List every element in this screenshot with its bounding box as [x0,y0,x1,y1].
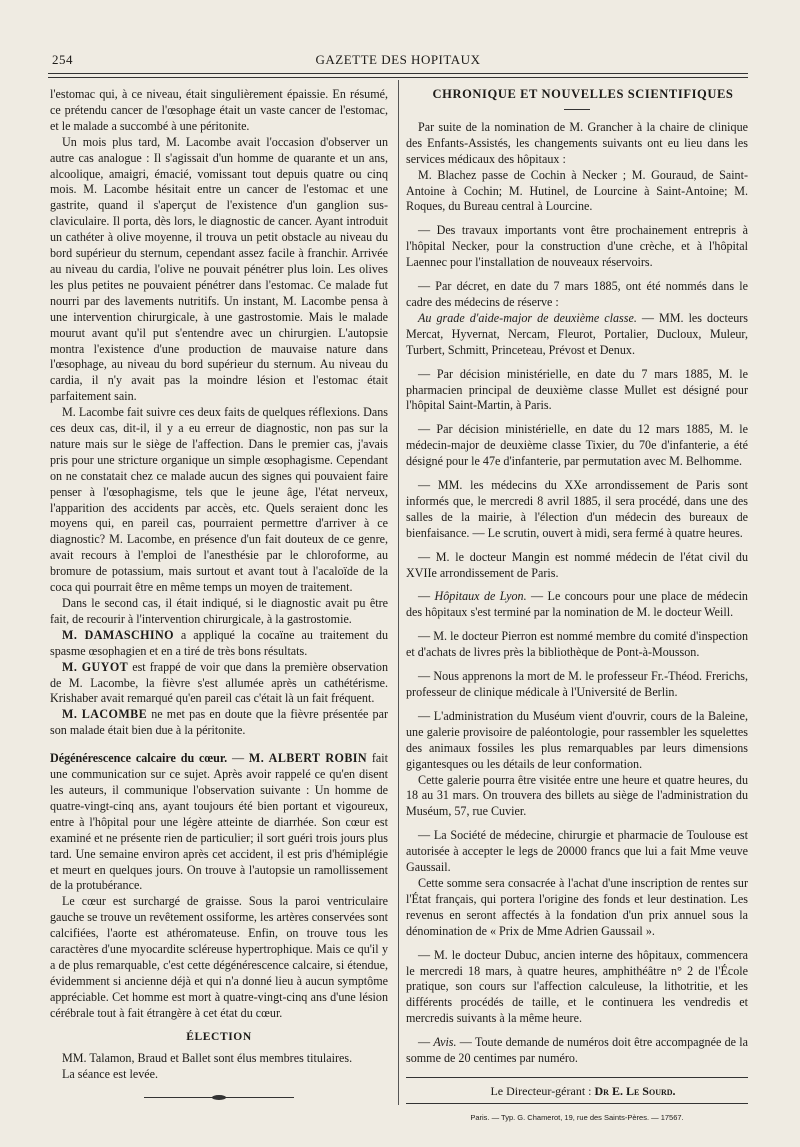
paragraph: l'estomac qui, à ce niveau, était singulièrement épaissie. En résumé, ce prétendu cancer de l'œsophage était un vaste cancer de l'estomac, et le malade a succombé à une péritonite. [50,87,388,133]
paragraph: — Par décision ministérielle, en date du 7 mars 1885, M. le pharmacien principal de deuxième classe Mullet est désigné pour l'hôpital Saint-Martin, à Paris. [406,366,748,413]
section-heading: Dégénérescence calcaire du cœur. [50,751,228,766]
right-column [406,87,748,1126]
paragraph [50,751,388,894]
paragraph: — L'administration du Muséum vient d'ouvrir, cours de la Baleine, une galerie provisoire de paléontologie, pour rassembler les squelettes des animaux fossiles les plus remarquables par leurs dimensions gigantesques ou les détails de leur conformation. [406,708,748,771]
signature [406,1084,748,1100]
paragraph: Un mois plus tard, M. Lacombe avait l'occasion d'observer un autre cas analogue : Il s'agissait d'un homme de quarante et un ans, alcoolique, amaigri, émacié, vomissant tout depuis quatre ou cinq mois. M. Lacombe hésitait entre un cancer de l'estomac et une gastrite, quand il s'aperçut de l'existence d'un ganglion sus-claviculaire. Il porta, dès lors, le diagnostic de cancer. Ayant introduit un cathéter à olive moyenne, il trouva un petit obstacle au niveau du bord supérieur du sternum, cependant assez facile à franchir. Arrivée au niveau du cardia, l'olive ne pouvait pénétrer plus loin. Les olives les plus petites ne pouvaient pénétrer dans l'estomac. Ce malade fut nourri par des lavements nutritifs. Un instant, M. Lacombe pensa à une intervention chirurgicale, à une gastrostomie. Mais le malade mourut avant qu'il put s'entendre avec un chirurgien. L'autopsie montra l'existence d'une production de mauvaise nature dans l'œsophage, au niveau du bord supérieur du sternum. Au niveau du cardia, il n'y avait pas la moindre lésion et l'estomac était parfaitement sain. [50,134,388,404]
paragraph [406,589,748,621]
paragraph: — M. le docteur Pierron est nommé membre du comité d'inspection et d'achats de livres près la bibliothèque de Pont-à-Mousson. [406,629,748,660]
paragraph-text: — Le concours pour une place de médecin des hôpitaux s'est terminé par la nomination de M. le docteur Weill. [406,589,748,620]
paragraph: — M. le docteur Dubuc, ancien interne des hôpitaux, commencera le mercredi 18 mars, à quatre heures, amphithéâtre n° 2 de l'École pratique, son cours sur l'affection calculeuse, la lithotritie, et les différents procédés de taille, et le continuera les vendredis et mercredis suivants à la même heure. [406,947,748,1026]
signature-label: Le Directeur-gérant : [490,1083,595,1098]
paragraph: — Par décision ministérielle, en date du 12 mars 1885, M. le médecin-major de deuxième classe Tixier, du 70e d'infanterie, a été désigné pour le 47e d'infanterie, par permutation avec M. Belhomme. [406,422,748,469]
paragraph: Cette somme sera consacrée à l'achat d'une inscription de rentes sur l'État français, qui portera l'origine des fonds et leur destination. Les revenus en seront affectés à la fondation d'un prix annuel sous la dénomination de « Prix de Mme Adrien Gaussail ». [406,875,748,938]
paragraph: M. Lacombe fait suivre ces deux faits de quelques réflexions. Dans ces deux cas, dit-il, il y a eu erreur de diagnostic, non pas sur la nature mais sur le siège de l'affection. Dans le premier cas, j'avais pris pour une stricture organique un simple œsophagisme. Cependant on ne constatait chez ce malade aucun des signes qui pouvaient faire penser à l'œsophagisme, tels que le jeune âge, l'état nerveux, l'apparition des accidents par accès, etc. Quels seraient donc les moyens qui, en pareil cas, pourraient permettre d'arriver à ce diagnostic? M. Lacombe, en présence d'un fait douteux de ce genre, avait recours à l'emploi de l'anesthésie par le chloroforme, au bromure de potassium, mais surtout et avant tout à l'acaloïde de la coca qui pourrait être en même temps un moyen de traitement. [50,405,388,595]
paragraph: — MM. les médecins du XXe arrondissement de Paris sont informés que, le mercredi 8 avril 1885, il sera procédé, dans une des salles de la mairie, à l'élection d'un médecin des bureaux de bienfaisance. — Le scrutin, ouvert à midi, sera fermé à quatre heures. [406,478,748,540]
paragraph: Le cœur est surchargé de graisse. Sous la paroi ventriculaire gauche se trouve un revêtement ossiforme, les artères conservées sont calcifiées, l'aorte est athéromateuse. Enfin, on trouve tous les caractères d'une myocardite scléreuse hypertrophique. Mais ce qu'il y a de plus remarquable, c'est cette dégénérescence calcaire, si étendue, évidemment si ancienne déjà et qui n'a donné lieu à aucun symptôme appréciable. Cet homme est mort à quatre-vingt-cinq ans d'une lésion cérébrale tout à fait étrangère à cet état du cœur. [50,894,388,1020]
election-heading: ÉLECTION [186,1030,252,1043]
paragraph: — Nous apprenons la mort de M. le professeur Fr.-Théod. Frerichs, professeur de clinique médicale à l'Université de Berlin. [406,669,748,699]
paragraph [50,707,388,739]
speaker-name: M. DAMASCHINO [62,627,174,642]
paragraph-text: fait une communication sur ce sujet. Après avoir rappelé ce qu'en disent les auteurs, il communique l'observation suivante : Un homme de quatre-vingt-cinq ans, ayant toujours été bien portant et vigoureux, entre à l'hôpital pour une légère atteinte de diarrhée. Son cœur est examiné et ne présente rien de particulier; il sort guéri trois jours plus tard. Une semaine environ après cet accident, il est pris d'hémiplégie et meurt en quelques jours. On trouve à l'autopsie un ramollissement de la protubérance. [50,751,389,893]
end-ornament [144,1097,294,1098]
italic-phrase: Avis. [433,1035,457,1050]
signature-name: Dr E. Le Sourd. [594,1083,676,1098]
left-column [50,87,388,1098]
italic-phrase: Au grade d'aide-major de deuxième classe. [418,310,637,325]
section-title: CHRONIQUE ET NOUVELLES SCIENTIFIQUES [432,87,734,101]
italic-phrase: Hôpitaux de Lyon. [434,589,527,604]
speaker-name: M. ALBERT ROBIN [248,751,368,766]
printer-rule [406,1103,748,1104]
dash: — [418,589,435,604]
header-rule-thin [48,77,748,78]
title-rule [564,109,590,110]
paragraph: M. Blachez passe de Cochin à Necker ; M. Gouraud, de Saint-Antoine à Cochin; M. Hutinel, de Lourcine à Saint-Antoine; M. Roques, du Bureau central à Lourcine. [406,167,748,214]
header-rule-thick [48,73,748,74]
paragraph-text: est frappé de voir que dans la première observation de M. Lacombe, la fièvre s'est allumée après un cathétérisme. Krishaber avait remarqué qu'en pareil cas c'était là un fait fréquent. [50,659,388,706]
dash: — [418,1035,434,1050]
paragraph-text: — MM. les docteurs Mercat, Hyvernat, Nercam, Fleurot, Portalier, Ducloux, Muleur, Turbert, Schmitt, Princeteau, Prévost et Denux. [406,310,749,357]
paragraph: Dans le second cas, il était indiqué, si le diagnostic avait pu être fait, de recourir à l'intervention chirurgicale, à la gastrostomie. [50,596,388,626]
paragraph-text: a appliqué la cocaïne au traitement du spasme œsophagien et en a tiré de très bons résultats. [50,627,388,658]
paragraph: Par suite de la nomination de M. Grancher à la chaire de clinique des Enfants-Assistés, les changements suivants ont eu lieu dans les services médicaux des hôpitaux : [406,119,748,166]
printer-line: Paris. — Typ. G. Chamerot, 19, rue des Saints-Pères. — 17567. [470,1112,684,1122]
paragraph: Cette galerie pourra être visitée entre une heure et quatre heures, du 18 au 31 mars. On trouvera des billets au siège de l'administration du Muséum, 57, rue Cuvier. [406,772,748,819]
journal-title: GAZETTE DES HOPITAUX [315,52,481,67]
paragraph [406,1035,748,1067]
paragraph-text: ne met pas en doute que la fièvre présentée par son malade était bien due à la péritonite. [50,707,388,738]
paragraph: — Par décret, en date du 7 mars 1885, ont été nommés dans le cadre des médecins de réserve : [406,279,748,309]
signature-rule [406,1077,748,1078]
paragraph: — Des travaux importants vont être prochainement entrepris à l'hôpital Necker, pour la construction d'une crèche, et à l'hôpital Laennec pour l'installation de nouveaux réservoirs. [406,223,748,270]
paragraph: La séance est levée. [62,1067,159,1082]
paragraph: MM. Talamon, Braud et Ballet sont élus membres titulaires. [62,1051,353,1066]
speaker-name: M. GUYOT [62,659,129,674]
paragraph [50,628,388,660]
page-header [48,52,748,68]
speaker-name: M. LACOMBE [62,707,148,722]
paragraph: — M. le docteur Mangin est nommé médecin de l'état civil du XVIIe arrondissement de Paris. [406,549,748,580]
paragraph-text: — Toute demande de numéros doit être accompagnée de la somme de 20 centimes par numéro. [406,1035,748,1066]
page-number: 254 [52,52,73,67]
paragraph [50,660,388,708]
paragraph [406,311,748,359]
column-divider [398,80,399,1105]
heading-dash: — [227,751,249,766]
paragraph: — La Société de médecine, chirurgie et pharmacie de Toulouse est autorisée à accepter le legs de 20000 francs que lui a fait Mme veuve Gaussail. [406,828,748,875]
